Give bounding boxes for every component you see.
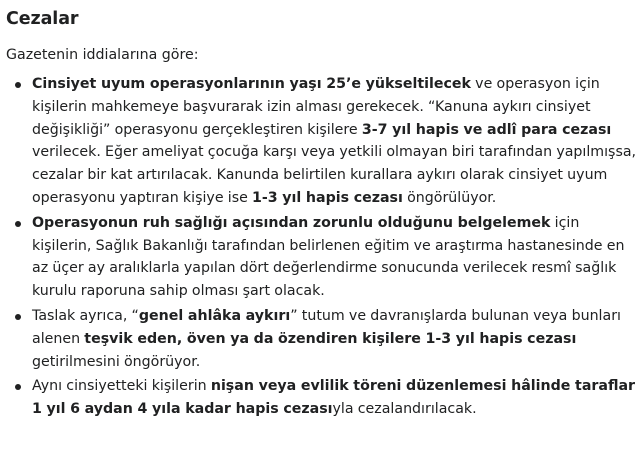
text-span: yla cezalandırılacak. [332,401,477,418]
section-heading: Cezalar [6,9,79,29]
text-bold: 3-7 yıl hapis ve adlî para cezası [361,121,612,138]
list-item [6,375,640,421]
penalty-list [6,73,640,421]
intro-text: Gazetenin iddialarına göre: [6,47,199,63]
text-span: getirilmesini öngörüyor. [32,353,201,370]
text-span: ” tutum ve davranışlarda bulunan veya bunları alenen [32,307,621,347]
bullet-icon [15,221,21,227]
text-span: Aynı cinsiyetteki kişilerin [32,378,211,395]
text-bold: nişan veya evlilik töreni düzenlemesi hâlinde taraflar 1 yıl 6 aydan 4 yıla kadar hapis cezası [32,378,636,418]
text-bold: teşvik eden, öven ya da özendiren kişilere 1-3 yıl hapis cezası [84,330,577,347]
text-bold: Operasyonun ruh sağlığı açısından zorunlu olduğunu belgelemek [32,214,551,231]
bullet-icon [15,384,21,390]
text-bold: 1-3 yıl hapis cezası [252,189,403,206]
list-item [6,305,640,373]
bullet-icon [15,82,21,88]
text-span: Taslak ayrıca, “ [32,307,139,324]
text-span: verilecek. Eğer ameliyat çocuğa karşı veya yetkili olmayan biri tarafından yapılmışsa, cezalar bir kat artırılacak. Kanunda belirtilen kurallara aykırı olarak cinsiyet uyum operasyonu yaptıran kişiye ise [32,144,637,206]
text-span: için kişilerin, Sağlık Bakanlığı tarafından belirlenen eğitim ve araştırma hastanesinde en az üçer ay aralıklarla yapılan dört değerlendirme sonucunda verilecek resmî sağlık kurulu raporuna sahip olması şart olacak. [32,214,625,300]
list-item [6,212,640,303]
text-bold: Cinsiyet uyum operasyonlarının yaşı 25’e yükseltilecek [32,76,471,92]
bullet-icon [15,314,21,320]
text-span: öngörülüyor. [402,189,497,206]
list-item [6,73,640,210]
text-bold: genel ahlâka aykırı [138,307,291,324]
text-span: ve operasyon için kişilerin mahkemeye başvurarak izin alması gerekecek. “Kanuna aykırı cinsiyet değişikliği” operasyonu gerçekleştiren kişilere [32,76,600,138]
